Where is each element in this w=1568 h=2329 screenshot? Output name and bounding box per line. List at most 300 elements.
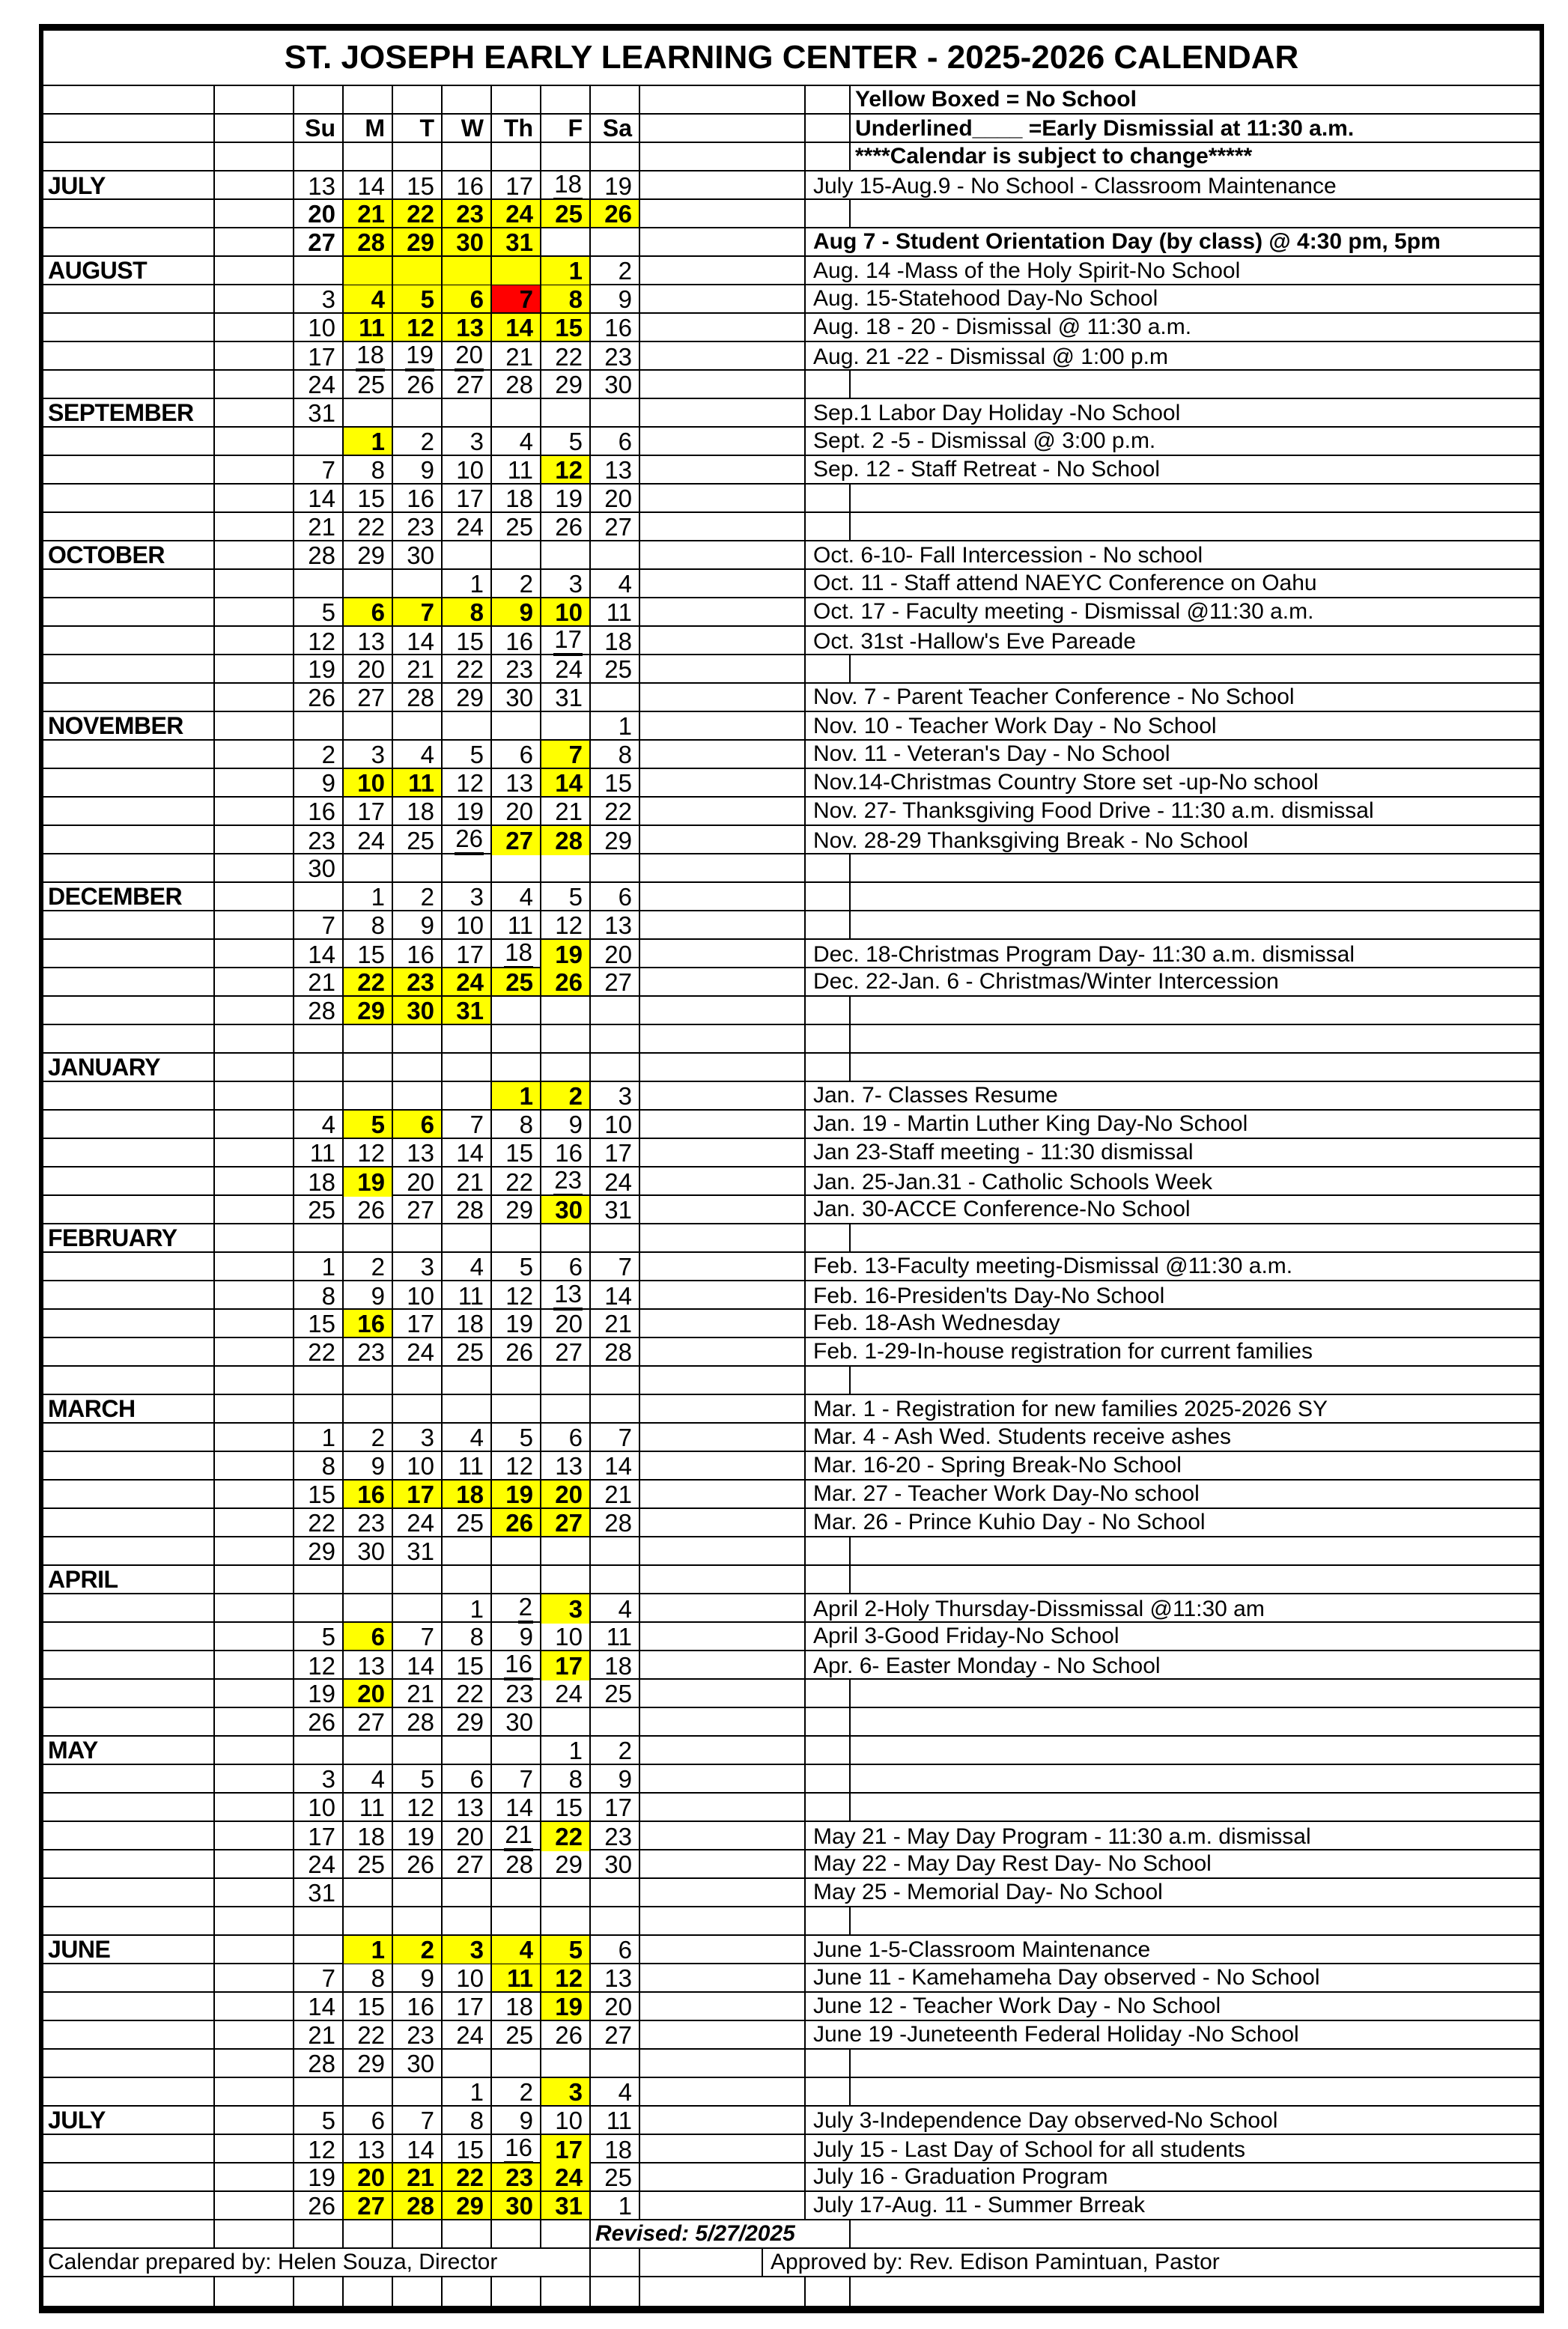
day-cell-no-school	[342, 285, 392, 312]
day-number: 28	[407, 683, 434, 711]
day-cell	[293, 1139, 342, 1166]
day-number: 19	[357, 1168, 385, 1196]
day-number: 10	[604, 1110, 632, 1138]
day-cell	[490, 1196, 540, 1223]
event-note: Nov. 27- Thanksgiving Food Drive - 11:30 a.m. dismissal	[804, 798, 1540, 825]
day-cell	[490, 1794, 540, 1821]
event-note: Sep.1 Labor Day Holiday -No School	[804, 399, 1540, 427]
day-cell	[392, 1424, 441, 1451]
day-cell	[293, 1367, 342, 1394]
day-number: 21	[407, 655, 434, 683]
day-number: 14	[456, 1138, 484, 1167]
day-number: 10	[555, 1622, 583, 1651]
day-cell	[392, 627, 441, 656]
day-cell	[589, 940, 639, 969]
day-number: 7	[618, 1252, 632, 1281]
day-cell	[342, 627, 392, 656]
day-number: 9	[420, 455, 434, 484]
day-cell	[293, 1737, 342, 1764]
event-note: Jan. 30-ACCE Conference-No School	[804, 1196, 1540, 1223]
day-cell	[589, 741, 639, 768]
month-label: SEPTEMBER	[48, 399, 194, 426]
day-number-early-dismissal: 26	[455, 826, 484, 855]
day-cell	[490, 940, 540, 969]
day-number: 21	[407, 1679, 434, 1707]
month-row	[43, 1566, 1540, 1594]
event-note: July 17-Aug. 11 - Summer Brreak	[804, 2192, 1540, 2219]
day-cell	[342, 2021, 392, 2048]
day-header-su: Su	[293, 115, 342, 142]
day-cell	[392, 1594, 441, 1624]
empty-cell	[43, 1850, 213, 1877]
day-number: 25	[407, 827, 434, 854]
empty-cell	[213, 1907, 293, 1934]
day-cell	[490, 1594, 540, 1624]
day-cell	[392, 1879, 441, 1906]
day-number: 30	[505, 2191, 533, 2220]
day-number: 2	[420, 427, 434, 455]
day-cell	[490, 570, 540, 597]
day-cell	[293, 655, 342, 682]
day-number: 9	[618, 1764, 632, 1793]
day-number-early-dismissal: 13	[553, 1281, 583, 1311]
empty-cell	[639, 1765, 804, 1792]
empty-cell	[639, 2249, 762, 2276]
day-cell	[490, 883, 540, 911]
day-number: 19	[604, 172, 632, 200]
day-number: 14	[308, 941, 335, 968]
day-cell	[441, 1054, 490, 1081]
event-note: Aug. 18 - 20 - Dismissal @ 11:30 a.m.	[804, 314, 1540, 341]
day-cell	[490, 655, 540, 682]
calendar-row	[43, 1139, 1540, 1167]
day-cell-no-school	[540, 1196, 589, 1223]
day-cell	[441, 741, 490, 768]
day-number: 12	[555, 1964, 583, 1992]
day-cell	[392, 456, 441, 483]
day-number: 1	[470, 569, 484, 598]
calendar-row	[43, 2277, 1540, 2306]
day-cell	[540, 1025, 589, 1052]
day-cell-no-school	[540, 257, 589, 285]
day-cell	[441, 1708, 490, 1735]
empty-cell	[213, 371, 293, 398]
day-number: 6	[371, 1622, 385, 1651]
empty-cell	[849, 655, 1540, 682]
day-number: 12	[308, 2136, 335, 2163]
day-number: 13	[505, 768, 533, 797]
day-number: 6	[470, 285, 484, 313]
day-cell	[342, 826, 392, 855]
empty-cell	[639, 1367, 804, 1394]
day-cell	[490, 1167, 540, 1197]
event-note: April 3-Good Friday-No School	[804, 1623, 1540, 1650]
day-cell	[540, 143, 589, 170]
day-cell	[293, 1651, 342, 1680]
day-number: 21	[505, 343, 533, 371]
day-number: 8	[371, 911, 385, 939]
calendar-row	[43, 1338, 1540, 1367]
day-cell	[392, 741, 441, 768]
day-number: 13	[308, 172, 335, 200]
day-number: 22	[357, 968, 385, 996]
empty-cell	[213, 257, 293, 285]
empty-cell	[639, 997, 804, 1024]
day-cell	[441, 1424, 490, 1451]
empty-cell	[639, 1167, 804, 1197]
day-cell	[589, 86, 639, 113]
event-note: Oct. 6-10- Fall Intercession - No school	[804, 541, 1540, 569]
day-cell	[392, 143, 441, 170]
day-cell	[490, 1054, 540, 1081]
event-note: June 12 - Teacher Work Day - No School	[804, 1993, 1540, 2020]
day-cell	[342, 541, 392, 569]
empty-cell	[342, 2220, 392, 2247]
day-number: 9	[420, 911, 434, 939]
day-cell	[441, 1537, 490, 1564]
calendar-row	[43, 1680, 1540, 1708]
day-number: 26	[604, 199, 632, 228]
day-number: 2	[321, 740, 335, 768]
event-note: Oct. 31st -Hallow's Eve Pareade	[804, 627, 1540, 656]
empty-cell	[639, 911, 804, 938]
empty-cell	[213, 1395, 293, 1423]
day-number: 15	[308, 1480, 335, 1508]
day-number: 20	[604, 1992, 632, 2020]
month-label: OCTOBER	[48, 541, 165, 568]
empty-cell	[540, 2220, 589, 2247]
day-number: 4	[470, 1252, 484, 1281]
day-cell-no-school	[540, 2135, 589, 2164]
day-number: 17	[505, 172, 533, 200]
month-row	[43, 883, 1540, 911]
calendar-row	[43, 1623, 1540, 1651]
empty-cell	[43, 2220, 213, 2247]
day-cell	[441, 570, 490, 597]
empty-cell	[804, 200, 849, 227]
day-number: 18	[407, 797, 434, 825]
day-cell	[589, 513, 639, 540]
day-cell	[441, 940, 490, 969]
day-number: 10	[308, 313, 335, 341]
empty-cell	[849, 1224, 1540, 1252]
day-number: 8	[371, 455, 385, 484]
day-cell-no-school	[392, 228, 441, 255]
event-note: Aug 7 - Student Orientation Day (by class) @ 4:30 pm, 5pm	[804, 228, 1540, 255]
day-number: 24	[308, 1850, 335, 1878]
day-number: 22	[407, 199, 434, 228]
day-number: 27	[604, 512, 632, 541]
calendar-row	[43, 1167, 1540, 1196]
day-cell	[293, 1537, 342, 1564]
day-number: 30	[407, 996, 434, 1024]
day-cell-no-school	[342, 428, 392, 455]
day-number: 31	[456, 996, 484, 1024]
day-number: 25	[505, 968, 533, 996]
event-note: Jan. 25-Jan.31 - Catholic Schools Week	[804, 1167, 1540, 1197]
day-cell	[441, 1367, 490, 1394]
empty-cell	[213, 86, 293, 113]
day-cell	[392, 1651, 441, 1680]
revised-row	[43, 2220, 1540, 2249]
day-cell	[342, 2107, 392, 2134]
day-number: 24	[505, 199, 533, 228]
day-number: 7	[420, 598, 434, 626]
day-number: 25	[604, 2163, 632, 2191]
day-number: 30	[505, 1707, 533, 1736]
day-cell	[540, 228, 589, 255]
day-number: 1	[321, 1423, 335, 1451]
day-cell	[490, 1566, 540, 1594]
day-cell	[293, 1680, 342, 1707]
day-number: 11	[359, 1793, 385, 1821]
day-number: 3	[470, 883, 484, 911]
day-number: 5	[321, 598, 335, 626]
day-number: 30	[407, 541, 434, 569]
empty-cell	[639, 143, 804, 170]
day-cell	[392, 399, 441, 427]
day-cell	[589, 1111, 639, 1138]
day-cell	[342, 570, 392, 597]
event-note: Feb. 1-29-In-house registration for current families	[804, 1338, 1540, 1365]
day-cell	[342, 1395, 392, 1423]
day-number: 11	[458, 1282, 484, 1310]
day-cell	[540, 2277, 589, 2306]
day-cell	[392, 86, 441, 113]
day-cell	[342, 1651, 392, 1680]
month-row	[43, 257, 1540, 285]
empty-cell	[213, 854, 293, 881]
day-cell	[589, 1481, 639, 1507]
day-cell	[293, 570, 342, 597]
empty-cell	[213, 1424, 293, 1451]
day-number: 23	[407, 2020, 434, 2049]
empty-cell	[639, 2135, 804, 2164]
day-number: 16	[456, 172, 484, 200]
calendar-row	[43, 1964, 1540, 1993]
day-cell	[441, 1509, 490, 1536]
day-cell	[441, 1993, 490, 2020]
event-note: Jan 23-Staff meeting - 11:30 dismissal	[804, 1139, 1540, 1166]
empty-cell	[804, 1907, 849, 1934]
day-cell	[392, 2107, 441, 2134]
day-number: 22	[456, 655, 484, 683]
empty-cell	[43, 1509, 213, 1536]
day-number: 31	[555, 683, 583, 711]
day-cell	[589, 2192, 639, 2219]
day-cell	[392, 1737, 441, 1764]
empty-cell	[213, 712, 293, 740]
day-cell	[589, 2050, 639, 2077]
day-cell	[490, 342, 540, 371]
day-number: 14	[505, 1793, 533, 1821]
empty-cell	[804, 1367, 849, 1394]
day-cell	[589, 1424, 639, 1451]
day-number: 1	[519, 1081, 533, 1110]
calendar-row	[43, 86, 1540, 115]
day-number: 2	[371, 1423, 385, 1451]
day-cell	[589, 1509, 639, 1536]
day-cell	[589, 1993, 639, 2020]
day-number: 16	[407, 941, 434, 968]
day-cell-no-school	[490, 228, 540, 255]
empty-cell	[639, 1310, 804, 1337]
day-cell	[392, 513, 441, 540]
day-number: 13	[604, 911, 632, 939]
day-number: 17	[308, 343, 335, 371]
calendar-row	[43, 997, 1540, 1025]
day-cell-no-school	[342, 1623, 392, 1650]
day-cell	[589, 1025, 639, 1052]
empty-cell	[43, 627, 213, 656]
day-number: 22	[308, 1508, 335, 1537]
day-number-early-dismissal: 20	[455, 342, 484, 371]
day-number: 10	[357, 768, 385, 797]
day-cell	[342, 854, 392, 881]
day-cell-no-school	[540, 314, 589, 341]
day-number: 13	[456, 313, 484, 341]
day-number: 9	[519, 598, 533, 626]
day-cell	[392, 826, 441, 855]
day-cell	[392, 371, 441, 398]
day-number: 25	[357, 370, 385, 398]
day-number: 12	[505, 1451, 533, 1480]
empty-cell	[849, 1054, 1540, 1081]
day-cell	[293, 911, 342, 938]
empty-cell	[639, 769, 804, 796]
day-cell	[540, 1907, 589, 1934]
day-number: 27	[456, 1850, 484, 1878]
day-cell	[293, 1481, 342, 1507]
day-cell	[441, 798, 490, 825]
day-cell	[293, 1082, 342, 1109]
empty-cell	[43, 228, 213, 255]
day-cell	[540, 911, 589, 938]
day-number: 12	[555, 911, 583, 939]
month-row	[43, 2107, 1540, 2135]
empty-cell	[849, 2277, 1540, 2306]
day-cell-no-school	[490, 314, 540, 341]
day-cell	[293, 1594, 342, 1624]
empty-cell	[43, 1310, 213, 1337]
month-label: AUGUST	[48, 257, 148, 284]
day-cell-no-school	[540, 2078, 589, 2105]
day-cell	[293, 1566, 342, 1594]
day-number: 30	[456, 228, 484, 256]
empty-cell	[639, 1082, 804, 1109]
day-number: 14	[505, 313, 533, 341]
empty-cell	[43, 997, 213, 1024]
day-number: 2	[568, 1081, 583, 1110]
day-cell	[342, 1253, 392, 1280]
day-number: 17	[555, 1652, 583, 1680]
day-cell-no-school	[342, 228, 392, 255]
day-number: 12	[456, 768, 484, 797]
day-cell	[540, 712, 589, 740]
day-number: 23	[407, 512, 434, 541]
event-note: Dec. 18-Christmas Program Day- 11:30 a.m. dismissal	[804, 940, 1540, 969]
day-number: 1	[371, 883, 385, 911]
empty-cell	[639, 456, 804, 483]
day-number: 16	[604, 313, 632, 341]
day-cell	[540, 627, 589, 656]
day-cell	[293, 314, 342, 341]
empty-cell	[213, 1509, 293, 1536]
month-label: JANUARY	[48, 1054, 160, 1081]
empty-cell	[213, 485, 293, 511]
day-number: 18	[604, 2136, 632, 2163]
day-number: 15	[555, 313, 583, 341]
empty-cell	[639, 1993, 804, 2020]
empty-cell	[213, 541, 293, 569]
empty-cell	[43, 854, 213, 881]
day-cell	[490, 1395, 540, 1423]
day-number: 16	[308, 797, 335, 825]
day-number: 28	[555, 827, 583, 854]
day-cell	[490, 171, 540, 201]
day-number: 5	[568, 1936, 583, 1964]
day-number: 7	[420, 1622, 434, 1651]
empty-cell	[43, 1082, 213, 1109]
day-number: 7	[618, 1423, 632, 1451]
empty-cell	[804, 1224, 849, 1252]
day-number: 5	[321, 2107, 335, 2134]
day-number: 6	[420, 1110, 434, 1138]
empty-cell	[43, 769, 213, 796]
day-cell-no-school	[441, 200, 490, 227]
day-number: 26	[308, 683, 335, 711]
day-cell-no-school	[342, 1936, 392, 1964]
empty-cell	[804, 1566, 849, 1594]
empty-cell	[43, 2135, 213, 2164]
day-number: 25	[357, 1850, 385, 1878]
day-number: 24	[456, 968, 484, 996]
day-cell	[293, 1025, 342, 1052]
day-number: 6	[470, 1764, 484, 1793]
day-cell	[441, 1879, 490, 1906]
calendar-row	[43, 1879, 1540, 1907]
empty-cell	[213, 883, 293, 911]
empty-cell	[213, 1936, 293, 1964]
day-cell	[342, 741, 392, 768]
day-cell	[589, 1367, 639, 1394]
day-cell	[540, 1253, 589, 1280]
month-row	[43, 1737, 1540, 1765]
day-number: 7	[321, 455, 335, 484]
empty-cell	[639, 2107, 804, 2134]
approved-by: Approved by: Rev. Edison Pamintuan, Pastor	[762, 2249, 1540, 2276]
month-label: MARCH	[48, 1395, 136, 1422]
day-number: 20	[555, 1309, 583, 1337]
empty-cell	[43, 1253, 213, 1280]
day-cell	[540, 2050, 589, 2077]
empty-cell	[43, 456, 213, 483]
day-number: 17	[357, 797, 385, 825]
empty-cell	[804, 1737, 849, 1764]
month-label: NOVEMBER	[48, 712, 183, 739]
calendar-row	[43, 627, 1540, 655]
event-note: Oct. 11 - Staff attend NAEYC Conference on Oahu	[804, 570, 1540, 597]
month-row	[43, 1936, 1540, 1964]
day-cell	[342, 1224, 392, 1252]
empty-cell	[213, 1765, 293, 1792]
day-cell	[490, 997, 540, 1024]
empty-cell	[43, 513, 213, 540]
day-number: 29	[505, 1195, 533, 1224]
month-label: JULY	[48, 2107, 106, 2134]
day-cell	[342, 1822, 392, 1851]
empty-cell	[43, 428, 213, 455]
